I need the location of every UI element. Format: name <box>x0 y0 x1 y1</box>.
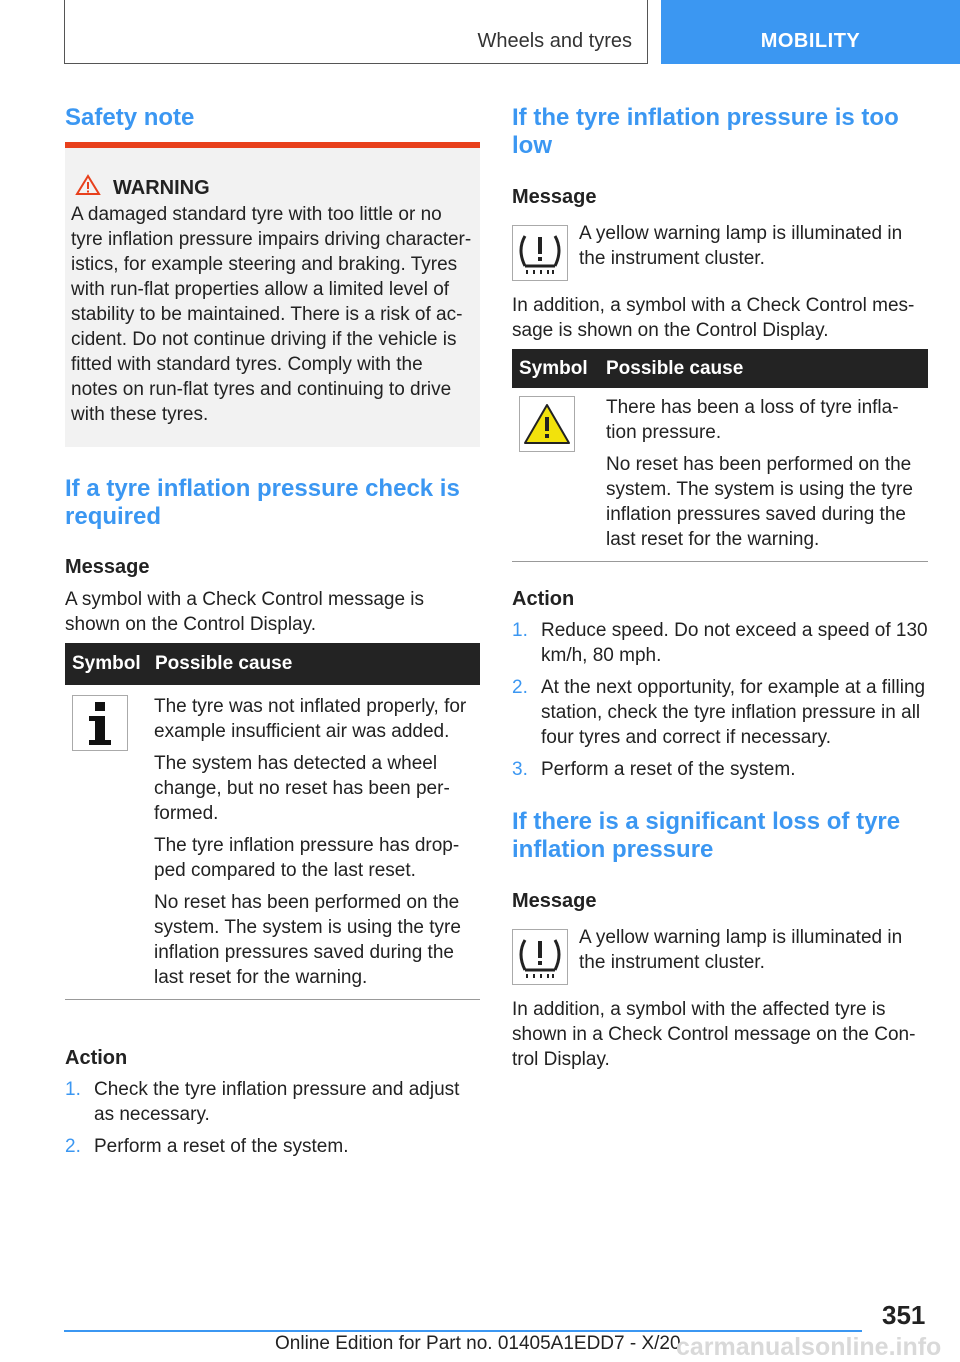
header-tab-mobility: MOBILITY <box>661 0 960 64</box>
table-header-cause: Possible cause <box>148 643 480 685</box>
list-item: 1. Check the tyre inflation pressure and adjust as necessary. <box>65 1079 460 1125</box>
yellow-warning-triangle-icon <box>519 396 575 452</box>
action-label: Action <box>512 588 575 610</box>
safety-note-heading: Safety note <box>65 104 195 131</box>
left-cause-table <box>65 643 480 1000</box>
footer-edition: Online Edition for Part no. 01405A1EDD7 - X/20 <box>275 1333 681 1354</box>
message-label: Message <box>512 186 597 208</box>
cause-item: There has been a loss of tyre inflation pressure. <box>606 397 899 443</box>
cause-item: The system has detected a wheel change, but no reset has been performed. <box>154 753 450 824</box>
warning-triangle-icon <box>75 174 101 202</box>
right-cause-table <box>512 349 928 562</box>
list-item: 3. Perform a reset of the system. <box>512 759 796 780</box>
cause-item: No reset has been performed on the system. The system is using the tyre inflation pressures saved during the last reset for the warning. <box>606 454 913 550</box>
page-number: 351 <box>882 1300 926 1330</box>
info-icon <box>72 695 128 751</box>
cause-item: The tyre was not inflated properly, for example insufficient air was added. <box>154 696 467 742</box>
message-label: Message <box>512 890 597 912</box>
footer-divider <box>64 1330 862 1332</box>
action-label: Action <box>65 1047 128 1069</box>
warning-label: WARNING <box>113 176 210 199</box>
tyre-pressure-lamp-icon <box>512 929 568 985</box>
table-header-cause: Possible cause <box>599 349 928 388</box>
header-section-title: Wheels and tyres <box>477 30 632 52</box>
right-action-list <box>512 618 928 789</box>
message-text: A symbol with a Check Control message is shown on the Control Display. <box>65 589 425 635</box>
cause-item: No reset has been performed on the system. The system is using the tyre inflation pressures saved during the last reset for the warning. <box>154 892 461 988</box>
list-item: 2. Perform a reset of the system. <box>65 1136 349 1157</box>
significant-loss-heading: If there is a significant loss of tyre inflation pressure <box>512 808 901 863</box>
cause-item: The tyre inflation pressure has dropped compared to the last reset. <box>154 835 460 881</box>
warning-box <box>65 142 480 447</box>
addition-text: In addition, a symbol with a Check Control message is shown on the Control Display. <box>512 295 915 341</box>
lamp-text: A yellow warning lamp is illuminated in the instrument cluster. <box>579 223 903 269</box>
warning-text: A damaged standard tyre with too little or no tyre inflation pressure impairs driving characteristics, for example steering and braking. Tyres with run-flat properties allow a limited level of stability to be maintained. There is a risk of accident. Do not continue driving if the vehicle is fitted with standard tyres. Comply with the notes on run-flat tyres and continuing to drive with these tyres. <box>71 204 472 425</box>
lamp-text: A yellow warning lamp is illuminated in the instrument cluster. <box>579 927 903 973</box>
addition-text: In addition, a symbol with the affected tyre is shown in a Check Control message on the Control Display. <box>512 999 916 1070</box>
table-header-symbol: Symbol <box>65 643 148 685</box>
tyre-pressure-lamp-icon <box>512 225 568 281</box>
table-header-symbol: Symbol <box>512 349 599 388</box>
check-required-heading: If a tyre inflation pressure check is required <box>65 475 460 530</box>
watermark: carmanualsonline.info <box>676 1333 942 1361</box>
list-item: 1. Reduce speed. Do not exceed a speed of 130 km/h, 80 mph. <box>512 620 928 666</box>
pressure-low-heading: If the tyre inflation pressure is too low <box>512 104 899 159</box>
list-item: 2. At the next opportunity, for example at a filling station, check the tyre inflation pressure in all four tyres and correct if necessary. <box>512 677 926 748</box>
warning-header <box>75 174 210 202</box>
message-label: Message <box>65 556 150 578</box>
left-action-list <box>65 1077 480 1166</box>
